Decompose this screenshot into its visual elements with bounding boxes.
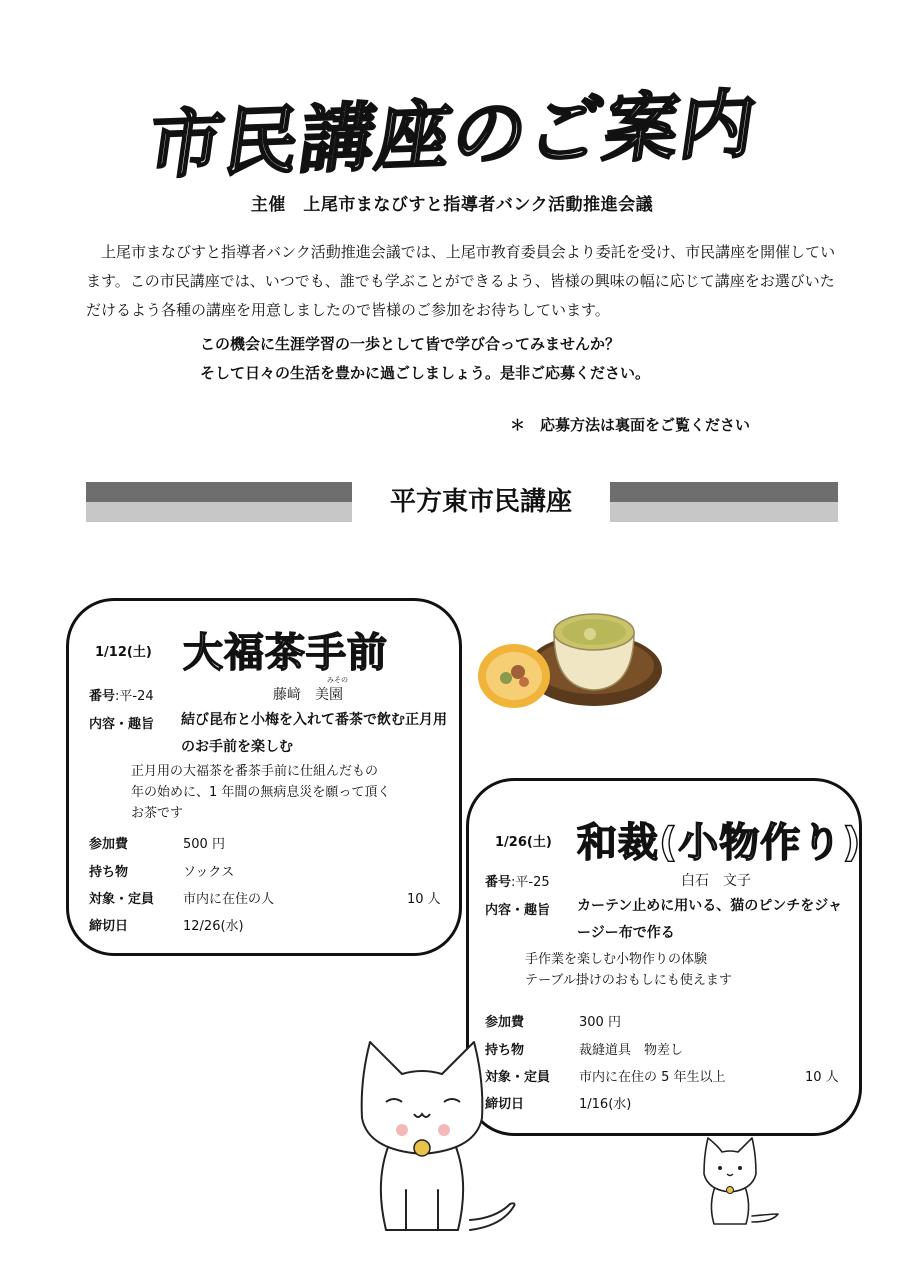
tea-icon <box>474 592 670 720</box>
course-card <box>466 778 862 1136</box>
course-description <box>525 949 845 991</box>
course-description <box>131 761 451 824</box>
course-number: :平-24 <box>115 689 154 704</box>
course-target: 市内に在住の 5 年生以上 <box>579 1070 726 1085</box>
page-title <box>0 78 904 198</box>
course-deadline: 12/26(水) <box>183 919 244 934</box>
content-label: 内容・趣旨 <box>485 903 551 918</box>
course-number: :平-25 <box>511 875 550 890</box>
number-label: 番号 <box>485 875 512 890</box>
fee-label: 参加費 <box>89 837 129 852</box>
course-target: 市内に在住の人 <box>183 892 275 907</box>
description-line: テーブル掛けのおもしにも使えます <box>525 973 732 988</box>
header-bar-light <box>86 502 352 522</box>
deadline-label: 締切日 <box>485 1097 525 1112</box>
cat-icon <box>700 1134 780 1230</box>
target-label: 対象・定員 <box>485 1070 551 1085</box>
description-line: 年の始めに、1 年間の無病息災を願って頂く <box>131 785 391 800</box>
application-note: ＊ 応募方法は裏面をご覧ください <box>510 416 751 434</box>
instructor-ruby: みその <box>327 676 348 684</box>
course-number-label <box>485 871 550 890</box>
course-fee: 300 円 <box>579 1015 621 1030</box>
course-deadline: 1/16(水) <box>579 1097 632 1112</box>
course-title: 大福茶手前 <box>183 630 388 676</box>
description-line: お茶です <box>131 806 184 821</box>
cat-icon <box>352 1030 525 1250</box>
course-title: 和裁(小物作り) <box>577 820 862 866</box>
header-bar-light <box>610 502 838 522</box>
course-card <box>66 598 462 956</box>
course-fee: 500 円 <box>183 837 225 852</box>
course-number-label <box>89 685 154 704</box>
deadline-label: 締切日 <box>89 919 129 934</box>
description-line: 手作業を楽しむ小物作りの体験 <box>525 952 708 967</box>
course-capacity: 10 人 <box>407 892 441 907</box>
items-label: 持ち物 <box>89 865 129 880</box>
number-label: 番号 <box>89 689 116 704</box>
section-title: 平方東市民講座 <box>352 480 610 524</box>
header-bar-dark <box>610 482 838 502</box>
page-title-text: 市民講座のご案内 <box>142 80 763 190</box>
header-bar-dark <box>86 482 352 502</box>
invitation <box>200 330 820 388</box>
description-line: 正月用の大福茶を番茶手前に仕組んだもの <box>131 764 379 779</box>
target-label: 対象・定員 <box>89 892 155 907</box>
course-date: 1/26(土) <box>495 835 552 850</box>
course-content: カーテン止めに用いる、猫のピンチをジャージー布で作る <box>577 898 843 941</box>
intro-paragraph: 上尾市まなびすと指導者バンク活動推進会議では、上尾市教育委員会より委託を受け、市民講座を開催しています。この市民講座では、いつでも、誰でも学ぶことができるよう、皆様の興味の幅に応じて講座をお選びいただけるよう各種の講座を用意しましたので皆様のご参加をお待ちしています。 <box>86 243 836 319</box>
fee-label: 参加費 <box>485 1015 525 1030</box>
invitation-line: そして日々の生活を豊かに過ごしましょう。是非ご応募ください。 <box>200 364 651 382</box>
course-date: 1/12(土) <box>95 645 152 660</box>
course-items: ソックス <box>183 865 235 880</box>
content-label: 内容・趣旨 <box>89 717 155 732</box>
instructor-name: 藤﨑 美園 <box>273 687 343 703</box>
instructor-name: 白石 文子 <box>681 873 751 889</box>
section-header <box>86 480 838 524</box>
invitation-line: この機会に生涯学習の一歩として皆で学び合ってみませんか？ <box>200 335 621 353</box>
course-content: 結び昆布と小梅を入れて番茶で飲む正月用のお手前を楽しむ <box>181 712 447 755</box>
course-items: 裁縫道具 物差し <box>579 1043 684 1058</box>
organizer: 主催 上尾市まなびすと指導者バンク活動推進会議 <box>250 195 654 215</box>
course-capacity: 10 人 <box>805 1070 839 1085</box>
items-label: 持ち物 <box>485 1043 525 1058</box>
